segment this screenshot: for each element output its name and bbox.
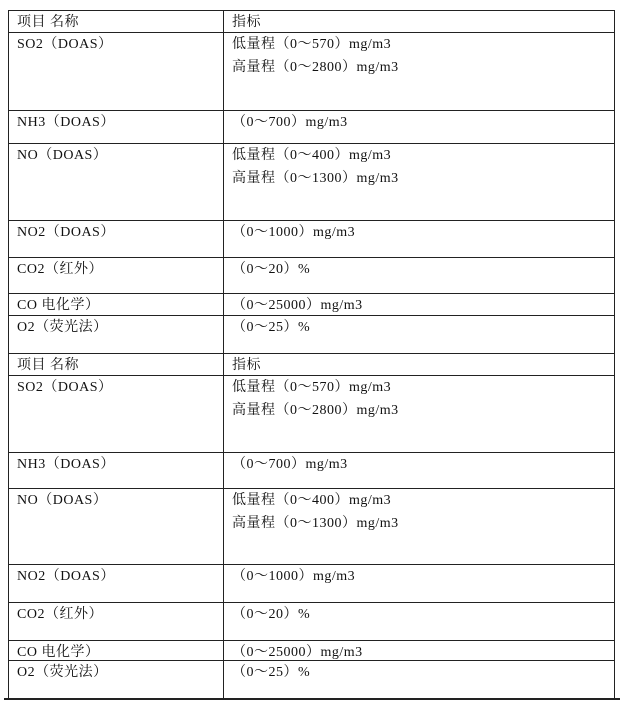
indicator-line: 低量程（0～570）mg/m3 [232,380,392,395]
column-header-indicator: 指标 [224,354,614,375]
project-name-cell: NO2（DOAS） [9,565,223,602]
indicator-line: 低量程（0～400）mg/m3 [232,148,392,163]
project-name-cell: CO2（红外） [9,258,223,293]
indicator-cell: （0～1000）mg/m3 [224,221,614,257]
indicator-cell: （0～20）% [224,603,614,640]
indicator-line: 低量程（0～570）mg/m3 [232,37,392,52]
indicator-cell [224,33,614,110]
analyzer-range-table [8,10,615,700]
column-header-project-name: 项目 名称 [9,354,223,375]
indicator-cell: （0～700）mg/m3 [224,453,614,488]
indicator-cell [224,144,614,220]
project-name-cell: NH3（DOAS） [9,111,223,143]
project-name-cell: NO（DOAS） [9,489,223,564]
column-header-project-name: 项目 名称 [9,11,223,32]
indicator-cell: （0～25）% [224,316,614,353]
indicator-cell: （0～700）mg/m3 [224,111,614,143]
column-header-indicator: 指标 [224,11,614,32]
project-name-cell: NO2（DOAS） [9,221,223,257]
project-name-cell: O2（荧光法） [9,661,223,699]
indicator-cell [224,489,614,564]
indicator-line: 高量程（0～1300）mg/m3 [232,516,399,531]
project-name-cell: CO2（红外） [9,603,223,640]
indicator-cell [224,376,614,452]
indicator-cell: （0～20）% [224,258,614,293]
indicator-line: 高量程（0～2800）mg/m3 [232,60,399,75]
project-name-cell: O2（荧光法） [9,316,223,353]
project-name-cell: SO2（DOAS） [9,33,223,110]
indicator-line: 高量程（0～2800）mg/m3 [232,403,399,418]
project-name-cell: CO 电化学） [9,641,223,660]
page-bottom-rule [4,698,620,700]
indicator-cell: （0～1000）mg/m3 [224,565,614,602]
indicator-cell: （0～25）% [224,661,614,699]
indicator-line: 高量程（0～1300）mg/m3 [232,171,399,186]
project-name-cell: CO 电化学） [9,294,223,315]
indicator-line: 低量程（0～400）mg/m3 [232,493,392,508]
indicator-cell: （0～25000）mg/m3 [224,641,614,660]
project-name-cell: NH3（DOAS） [9,453,223,488]
indicator-cell: （0～25000）mg/m3 [224,294,614,315]
project-name-cell: SO2（DOAS） [9,376,223,452]
project-name-cell: NO（DOAS） [9,144,223,220]
